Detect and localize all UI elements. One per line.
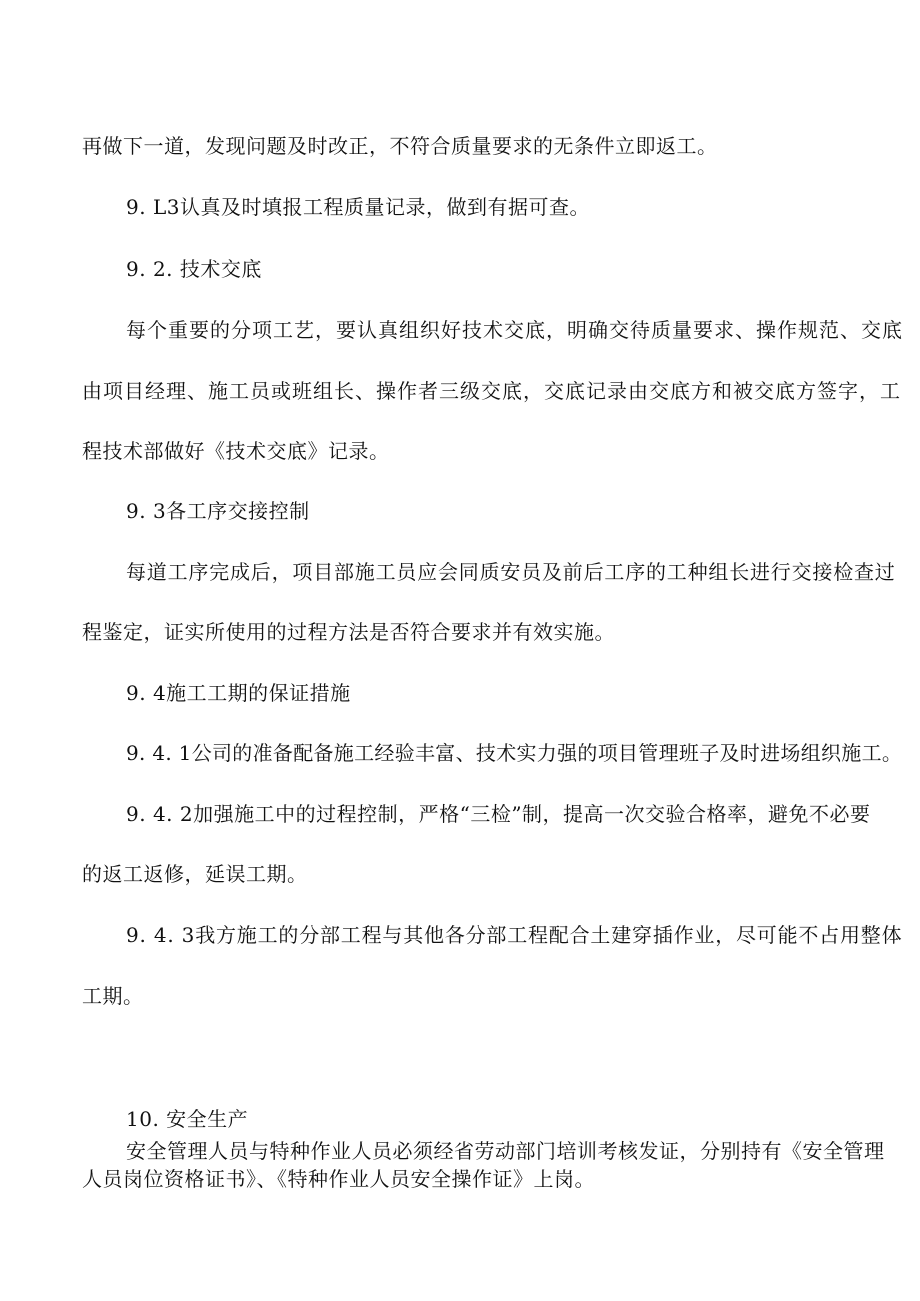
paragraph-line: 9. L3认真及时填报工程质量记录，做到有据可查。 <box>126 195 590 219</box>
paragraph-line: 人员岗位资格证书》、《特种作业人员安全操作证》上岗。 <box>82 1167 595 1191</box>
paragraph-line: 每道工序完成后，项目部施工员应会同质安员及前后工序的工种组长进行交接检查过 <box>126 560 896 584</box>
paragraph-line: 每个重要的分项工艺，要认真组织好技术交底，明确交待质量要求、操作规范、交底 <box>126 318 903 342</box>
paragraph-line: 9. 4. 2加强施工中的过程控制，严格“三检”制，提高一次交验合格率，避免不必要 <box>126 802 871 826</box>
paragraph-line: 的返工返修，延误工期。 <box>82 862 308 886</box>
paragraph-line: 9. 4. 1公司的准备配备施工经验丰富、技术实力强的项目管理班子及时进场组织施工。 <box>126 741 903 765</box>
paragraph-line: 工期。 <box>82 984 144 1008</box>
paragraph-line: 由项目经理、施工员或班组长、操作者三级交底，交底记录由交底方和被交底方签字，工 <box>82 379 901 403</box>
paragraph-line: 安全管理人员与特种作业人员必须经省劳动部门培训考核发证，分别持有《安全管理 <box>126 1139 885 1163</box>
paragraph-line: 9. 4. 3我方施工的分部工程与其他各分部工程配合土建穿插作业，尽可能不占用整体 <box>126 923 903 947</box>
section-heading-safety: 10. 安全生产 <box>126 1107 249 1131</box>
section-heading: 9. 2. 技术交底 <box>126 257 262 281</box>
section-heading: 9. 3各工序交接控制 <box>126 499 310 523</box>
paragraph-line: 程技术部做好《技术交底》记录。 <box>82 439 390 463</box>
paragraph-line: 程鉴定，证实所使用的过程方法是否符合要求并有效实施。 <box>82 620 615 644</box>
paragraph-line: 再做下一道，发现问题及时改正，不符合质量要求的无条件立即返工。 <box>82 134 718 158</box>
section-heading: 9. 4施工工期的保证措施 <box>126 681 351 705</box>
